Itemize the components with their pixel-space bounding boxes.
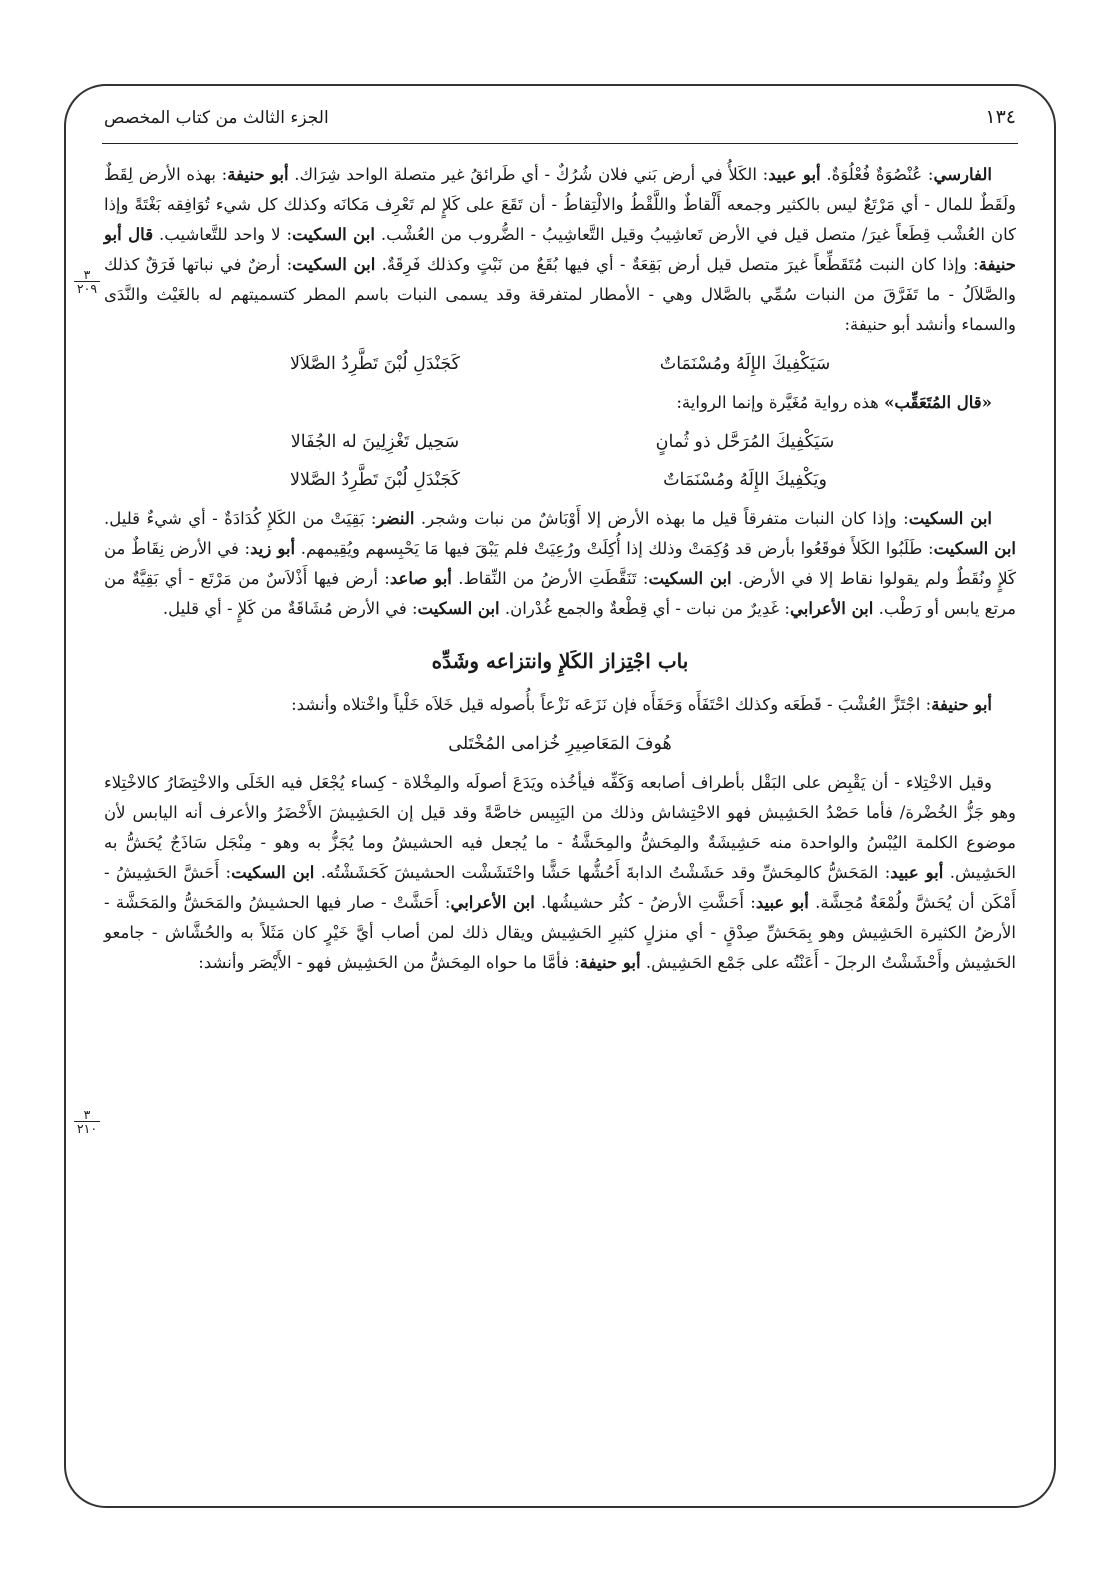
speaker-name: ابن السكيت (231, 863, 315, 882)
speaker-name: ابن السكيت (292, 255, 376, 274)
verse-line (215, 730, 905, 758)
speaker-name: أبو عبيد (768, 165, 821, 184)
body-text: : وإذا كان النبت مُتَقَطِّعاً غيرَ متصل قيل أرض بَقِعَةٌ - أي فيها بُقَعٌ من نَبْتٍ وكذلك فَرِقَةٌ. (375, 255, 979, 274)
paragraph (104, 388, 1016, 418)
body-text: : بهذه الأرض لِقَطٌ ولَقَطٌ للمال - أي مَرْتَعٌ ليس بالكثير وجمعه أَلْقاطٌ واللَّقْطُ والالْتِقاطُ - أن تَقَعَ على كَلإٍ لم تَعْرِف مَكانَه وكذلك كل شيء تُوَافِقه بَغْتَةً وإذا كان العُشْب قِطَعاً غيرَ/ متصل قيل في الأرض تَعاشِيبُ وقيل التَّعاشِيبُ - الضُّروب من العُشْب. (104, 165, 1016, 244)
speaker-name: أبو عبيد (890, 863, 944, 882)
verse-hemistich: هُوفَ المَعَاصِيرِ خُزامى المُخْتَلى (448, 734, 672, 754)
verse-line (215, 428, 905, 456)
body-text: : لا واحد للتَّعاشيب. (153, 225, 293, 244)
body-text: هذه رواية مُغَيَّرة وإنما الرواية: (676, 393, 885, 412)
body-text: : الكَلأُ في أرض بَني فلان شُرُكٌ - أي طَرائقُ غير متصلة الواحد شِرَاك. (288, 165, 769, 184)
header-rule (102, 143, 1018, 144)
speaker-name: ابن السكيت (292, 225, 375, 244)
body-text: : في الأرض نِقَاطٌ من كَلإٍ ونُقَطٌ ولم يقولوا نقاط إلا في الأرض. (104, 539, 1017, 588)
speaker-name: ابن السكيت (908, 509, 992, 528)
body-text: : أرضٌ في نباتها فَرَقٌ كذلك والصَّلاَلُ - ما تَفَرَّقَ من النبات سُمِّي بالصَّلال وهي - الأمطار لمتفرقة وقد يسمى النبات باسم المطر كتسميتهم له بالغَيْث والنَّدَى والسماء وأنشد أبو حنيفة: (104, 255, 1016, 334)
body-text: : أَحَشَّتِ الأرضُ - كثُر حشيشُها. (534, 893, 756, 912)
margin-folio-note: ٣ ٢١٠ (74, 1108, 100, 1135)
body-text: : فأمَّا ما حواه المِحَشُّ من الحَشِيش فهو - الأَيْصَر وأنشد: (198, 953, 580, 972)
verse-line (215, 350, 905, 378)
speaker-name: أبو عبيد (755, 893, 809, 912)
page-body (104, 160, 1016, 978)
paragraph (104, 690, 1016, 720)
margin-folio-note: ٣ ٢٠٩ (74, 268, 100, 295)
body-text: وقيل الاخْتِلاء - أن يَقْبِض على البَقْل بأطراف أصابعه وَكَفِّه فيأخُذه ويَدَعَ أصولَه والمِخْلاة - كِساء يُجْعَل فيه الخَلَى والاخْتِضَارُ كالاخْتِلاء وهو جَزُّ الخُضْرة/ فأما حَصْدُ الحَشِيش فهو الاحْتِشاش وذلك من اليَبِيس خاصَّةً وقد قيل إن الحَشِيشَ الأَخْضَرُ والأعرف أنه اليابس لأن موضوع الكلمة اليُبْسُ والواحدة منه حَشِيشَةٌ والمِحَشُّ والمِحَشَّةُ - ما يُجعل فيه الحشيشُ وما يُجَزُّ به وهو - مِنْجَل سَاذَجٌ يُحَشُّ به الحَشِيش. (104, 773, 1016, 882)
body-text: : أرض فيها أَذْلاَسٌ من مَرْتَع - أي بَقِيَّةٌ من مرتع يابس أو رَطْب. (104, 569, 1016, 618)
running-title: الجزء الثالث من كتاب المخصص (104, 108, 329, 128)
speaker-name: أبو حنيفة (931, 695, 992, 714)
verse-hemistich: ويَكْفِيكَ الإِلَهُ ومُسْنَمَاتٌ (663, 470, 827, 490)
body-text: : عُنْصُوَةٌ فُعْلُوَةٌ. (820, 165, 934, 184)
paragraph (104, 768, 1016, 978)
page-number: ١٣٤ (985, 106, 1016, 128)
body-text: : وإذا كان النبات متفرقاً قيل ما بهذه الأرض إلا أَوْبَاشٌ من نبات وشجر. (414, 509, 909, 528)
body-text: : تَنَقَّطَتِ الأرضُ من النِّقاط. (451, 569, 649, 588)
verse-line (215, 466, 905, 494)
body-text: : غَدِيرٌ من نبات - أي قِطْعةٌ والجمع غُدْران. (499, 599, 790, 618)
body-text: : في الأرض مُشَاقَةٌ من كَلإٍ - أي قليل. (162, 599, 418, 618)
body-text: : اجْتَزَّ العُشْبَ - قَطَعَه وكذلك احْتَفَأَه وَحَفَأَه فإن نَزَعَه نَزْعاً بأُصوله قيل خَلاَه خَلْياً واخْتلاه وأنشد: (291, 695, 932, 714)
verse-hemistich: سَيَكْفِيكَ المُرَحَّل ذو ثُمانٍ (655, 432, 835, 452)
speaker-name: ابن الأعرابي (450, 893, 535, 912)
body-text: : المَحَشُّ كالمِحَشِّ وقد حَشَشْتُ الدابةَ أَحُشُّها حَشًّا واحْتَشَشْت الحشيشَ كَحَشَشْتُه. (314, 863, 891, 882)
speaker-name: «قال المُتَعَقِّب» (884, 393, 992, 412)
speaker-name: قال أبو حنيفة (104, 225, 1016, 274)
speaker-name: النضر (376, 509, 415, 528)
verse-hemistich: كَجَنْدَلِ لُبْنَ تَطَّرِدُ الصَّلاَلا (290, 354, 460, 374)
speaker-name: ابن السكيت (933, 539, 1017, 558)
body-text: : طَلَبُوا الكَلأَ فوقَعُوا بأرض قد وُكِمَتْ وذلك إذا أُكِلَتْ ورُعِيَتْ فلم يَبْقَ فيها مَا يَحْبِسهم ويُقِيمهم. (295, 539, 934, 558)
speaker-name: أبو حنيفة (227, 165, 289, 184)
verse-hemistich: سَحِيل تَغْزِلِينَ له الجُفَالا (290, 432, 460, 452)
speaker-name: أبو حنيفة (579, 953, 641, 972)
body-text: : أَحَشَّ الحَشِيشُ - أَمْكَن أن يُحَشَّ ولُمْعَةٌ مُحِشَّة. (104, 863, 1016, 912)
body-text: : أَحَشَّتْ - صار فيها الحشيشُ والمَحَشُّ والمَحَشَّة - الأرضُ الكثيرة الحَشِيش وهو بِمَحَشِّ صِدْقٍ - أي منزلٍ كثيرِ الحَشِيش ويقال ذلك لمن أصاب أيَّ خَيْرٍ كان مَثَلاً به والحُشَّاش - جامعو الحَشِيش وأَحْشَشْتُ الرجلَ - أَعَنْتُه على جَمْع الحَشِيش. (104, 893, 1016, 972)
speaker-name: أبو زيد (250, 539, 296, 558)
chapter-title: باب اجْتِزاز الكَلإِ وانتزاعه وشَدِّه (431, 649, 689, 673)
page-header (104, 100, 1016, 140)
speaker-name: ابن الأعرابي (789, 599, 874, 618)
verse-hemistich: سَيَكْفِيكَ الإِلَهُ ومُسْنَمَاتٌ (659, 354, 831, 374)
speaker-name: ابن السكيت (648, 569, 732, 588)
speaker-name: أبو صاعد (389, 569, 452, 588)
paragraph (104, 504, 1016, 624)
speaker-name: الفارسي (933, 165, 992, 184)
verse-hemistich: كَجَنْدَلِ لُبْنَ تَطَّرِدُ الصَّلالا (290, 470, 460, 490)
paragraph (104, 160, 1016, 340)
body-text: : بَقِيَتْ من الكَلإِ كُدَادَةٌ - أي شيءٌ قليل. (104, 509, 377, 528)
speaker-name: ابن السكيت (417, 599, 500, 618)
